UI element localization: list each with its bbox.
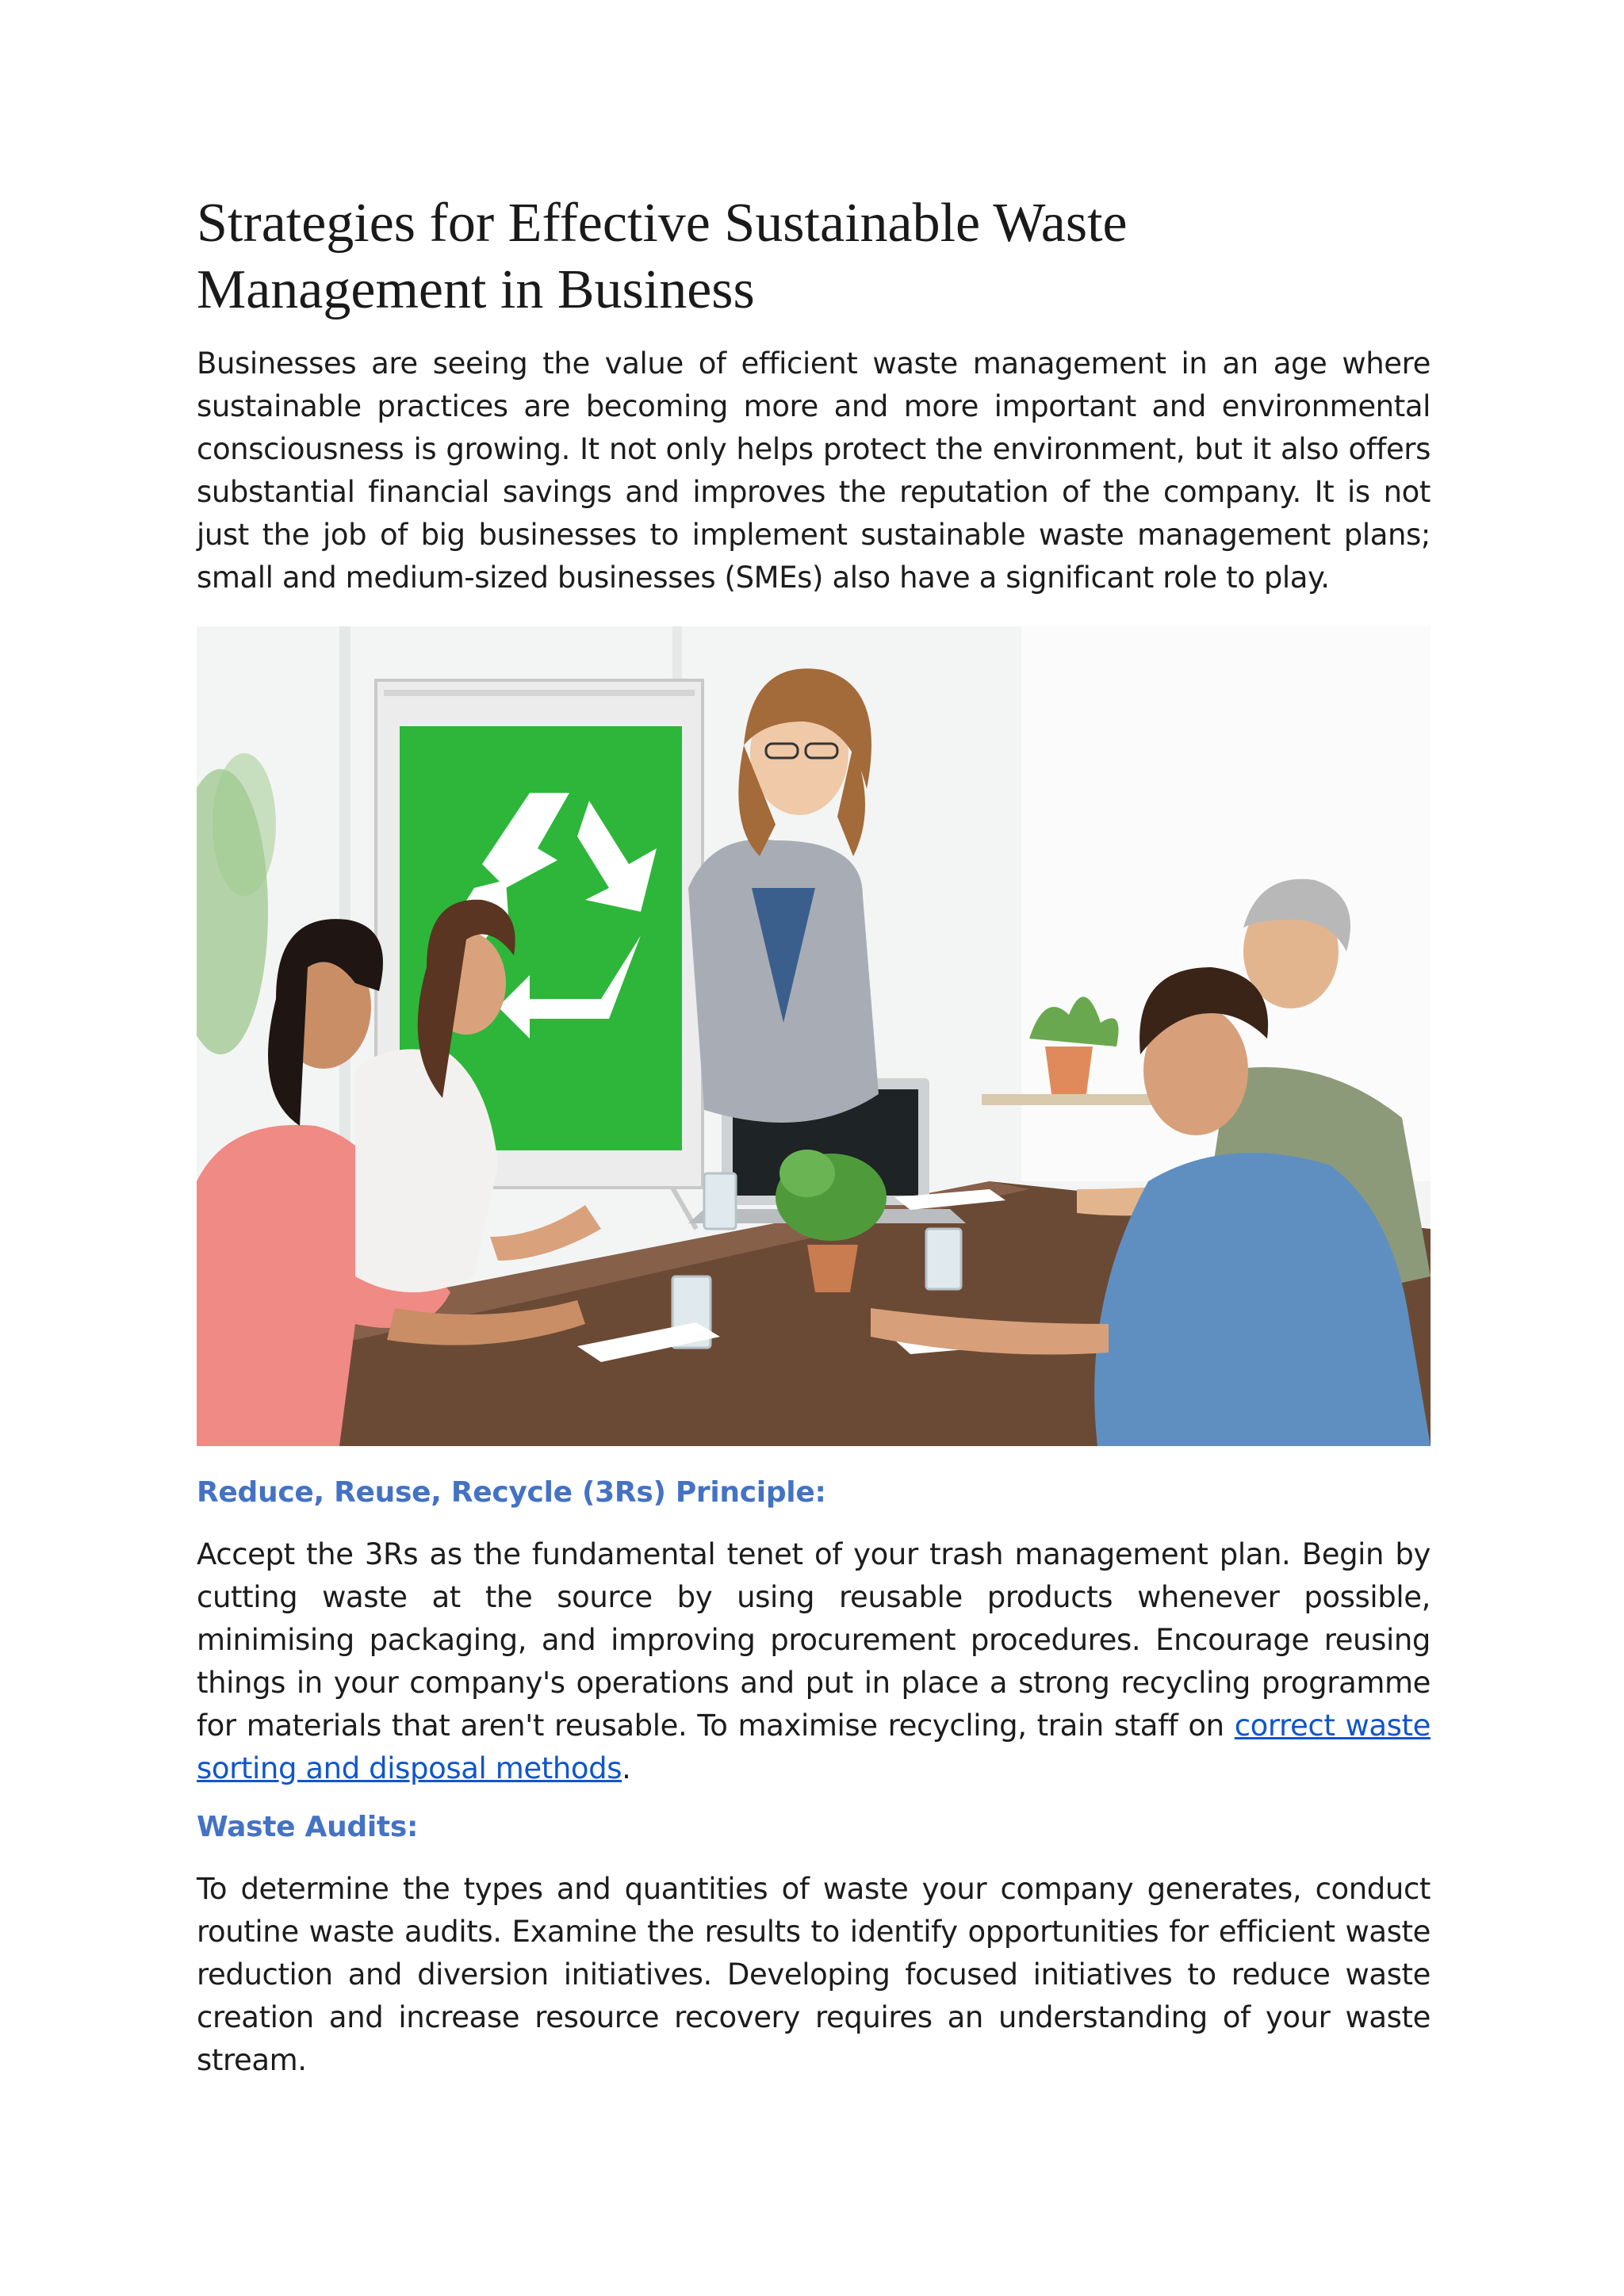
- section-body-waste-audits: To determine the types and quantities of waste your company generates, conduct routine waste audits. Examine the results to identify opportunities for efficient waste reduction and diversion initiatives. Developing focused initiatives to reduce waste creation and increase resource recovery requires an understanding of your waste stream.: [197, 1872, 1431, 2077]
- water-glass: [704, 1173, 736, 1229]
- office-meeting-recycling-photo: [197, 626, 1431, 1446]
- section-heading-waste-audits: Waste Audits:: [197, 1811, 419, 1843]
- section-body-3rs-end: .: [622, 1751, 631, 1785]
- document-title: Strategies for Effective Sustainable Waste Management in Business: [197, 193, 1128, 320]
- document-content: [197, 190, 1431, 2082]
- section-body-3rs: [197, 1533, 1431, 1790]
- intro-paragraph: Businesses are seeing the value of efficient waste management in an age where sustainable practices are becoming more and more important and environmental consciousness is growing. It not only helps protect the environment, but it also offers substantial financial savings and improves the reputation of the company. It is not just the job of big businesses to implement sustainable waste management plans; small and medium-sized businesses (SMEs) also have a significant role to play.: [197, 346, 1431, 595]
- waste-sorting-link[interactable]: correct waste sorting and disposal methods: [197, 1709, 1431, 1785]
- section-body-3rs-text: Accept the 3Rs as the fundamental tenet of your trash management plan. Begin by cutting waste at the source by using reusable products whenever possible, minimising packaging, and improving procurement procedures. Encourage reusing things in your company's operations and put in place a strong recycling programme for materials that aren't reusable. To maximise recycling, train staff on: [197, 1537, 1431, 1743]
- section-heading-3rs: Reduce, Reuse, Recycle (3Rs) Principle:: [197, 1476, 826, 1509]
